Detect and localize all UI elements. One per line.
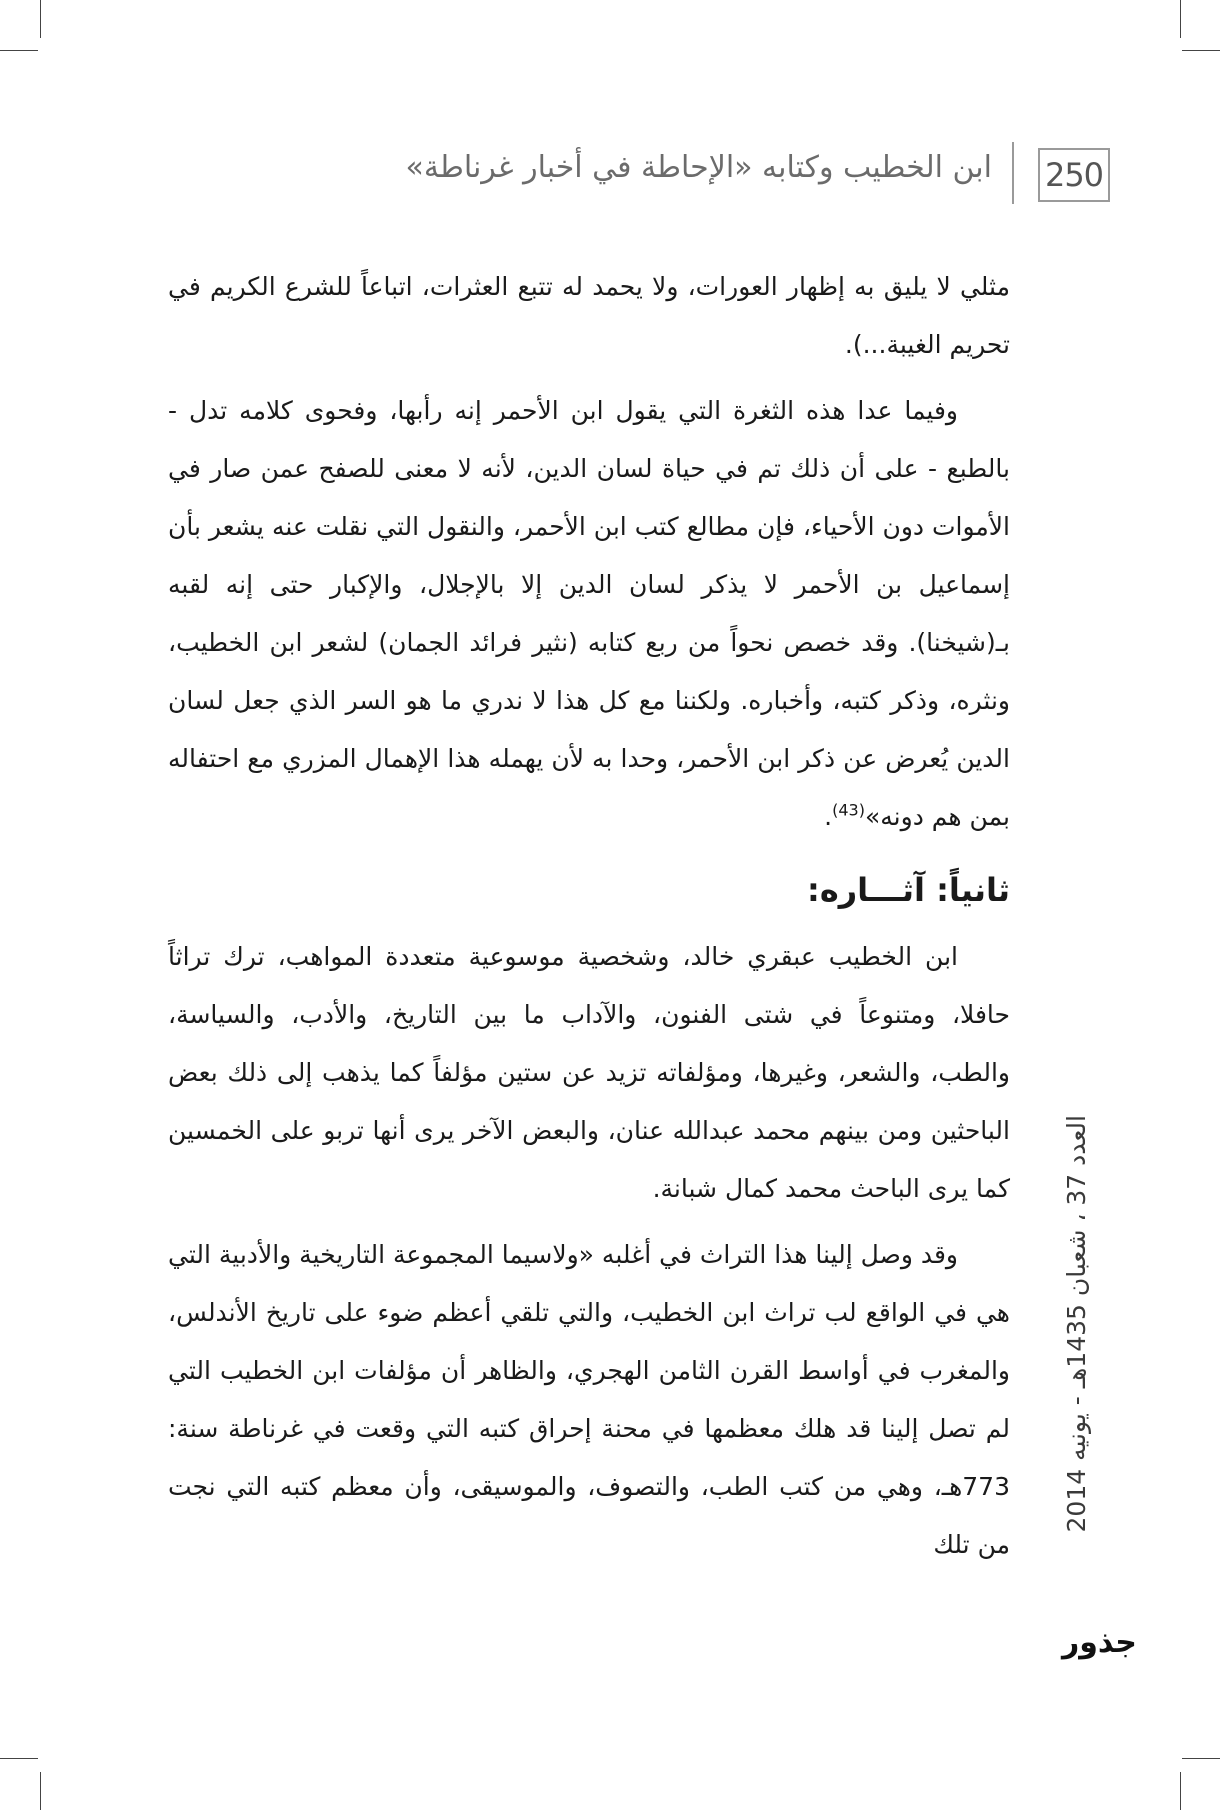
crop-mark [40,1772,41,1810]
paragraph: مثلي لا يليق به إظهار العورات، ولا يحمد له تتبع العثرات، اتباعاً للشرع الكريم في تحريم الغيبة...). [168,272,1010,359]
crop-mark [1182,1758,1220,1759]
crop-mark [1180,1772,1181,1810]
footnote-ref: (43) [832,800,865,820]
running-header [170,142,1110,202]
crop-mark [0,50,38,51]
paragraph: ابن الخطيب عبقري خالد، وشخصية موسوعية متعددة المواهب، ترك تراثاً حافلا، ومتنوعاً في شتى الفنون، والآداب ما بين التاريخ، والأدب، والسياسة، والطب، والشعر، وغيرها، ومؤلفاته تزيد عن ستين مؤلفاً كما يذهب إلى ذلك بعض الباحثين ومن بينهم محمد عبدالله عنان، والبعض الآخر يرى أنها تربو على الخمسين كما يرى الباحث محمد كمال شبانة. [168,942,1010,1203]
section-heading: ثانياً: آثـــاره: [807,871,1010,909]
crop-mark [1180,0,1181,38]
page-number: 250 [1038,148,1110,202]
paragraph: وقد وصل إلينا هذا التراث في أغلبه «ولاسيما المجموعة التاريخية والأدبية التي هي في الواقع لب تراث ابن الخطيب، والتي تلقي أعظم ضوء على تاريخ الأندلس، والمغرب في أواسط القرن الثامن الهجري، والظاهر أن مؤلفات ابن الخطيب التي لم تصل إلينا قد هلك معظمها في محنة إحراق كتبه التي وقعت في غرناطة سنة: 773هـ، وهي من كتب الطب، والتصوف، والموسيقى، وأن معظم كتبه التي نجت من تلك [168,1240,1010,1559]
crop-mark [1182,50,1220,51]
crop-mark [0,1758,38,1759]
article-body [168,258,1010,1574]
journal-logo: جذور [1062,1625,1137,1660]
header-divider [1012,142,1014,204]
paragraph-end: . [824,802,833,831]
issue-info: العدد 37 ، شعبان 1435هـ - يونيه 2014 [1062,1115,1091,1533]
running-title: ابن الخطيب وكتابه «الإحاطة في أخبار غرناطة» [405,150,992,185]
paragraph [168,382,1010,846]
crop-mark [40,0,41,38]
paragraph-text: وفيما عدا هذه الثغرة التي يقول ابن الأحمر إنه رأبها، وفحوى كلامه تدل - بالطبع - على أن ذلك تم في حياة لسان الدين، لأنه لا معنى للصفح عمن صار في الأموات دون الأحياء، فإن مطالع كتب ابن الأحمر، والنقول التي نقلت عنه يشعر بأن إسماعيل بن الأحمر لا يذكر لسان الدين إلا بالإجلال، والإكبار حتى إنه لقبه بـ(شيخنا). وقد خصص نحواً من ربع كتابه (نثير فرائد الجمان) لشعر ابن الخطيب، ونثره، وذكر كتبه، وأخباره. ولكننا مع كل هذا لا ندري ما هو السر الذي جعل لسان الدين يُعرض عن ذكر ابن الأحمر، وحدا به لأن يهمله هذا الإهمال المزري مع احتفاله بمن هم دونه» [168,396,1010,831]
